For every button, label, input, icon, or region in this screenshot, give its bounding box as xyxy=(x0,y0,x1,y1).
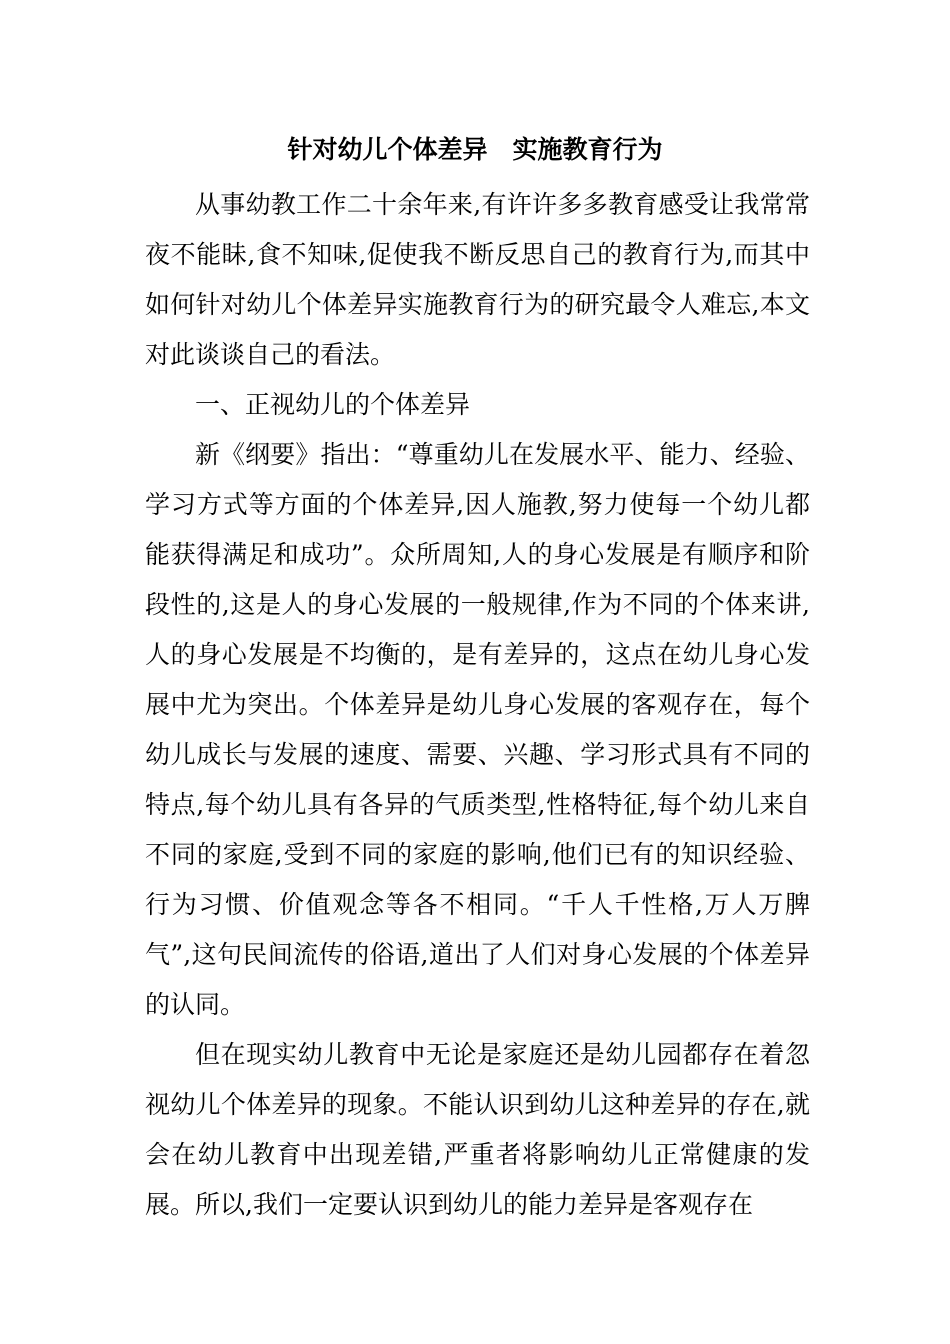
paragraph-reality: 但在现实幼儿教育中无论是家庭还是幼儿园都存在着忽视幼儿个体差异的现象。不能认识到幼儿这种差异的存在,就会在幼儿教育中出现差错,严重者将影响幼儿正常健康的发展。所以,我们一定要认识到幼儿的能力差异是客观存在 xyxy=(145,1040,810,1219)
document-body xyxy=(145,180,810,1230)
document-title: 针对幼儿个体差异 实施教育行为 xyxy=(287,135,663,164)
paragraph-intro: 从事幼教工作二十余年来,有许许多多教育感受让我常常夜不能眛,食不知味,促使我不断反思自己的教育行为,而其中如何针对幼儿个体差异实施教育行为的研究最令人难忘,本文对此谈谈自己的看法。 xyxy=(145,190,810,369)
paragraph-guideline: 新《纲要》指出：“尊重幼儿在发展水平、能力、经验、学习方式等方面的个体差异,因人施教,努力使每一个幼儿都能获得满足和成功”。众所周知,人的身心发展是有顺序和阶段性的,这是人的身心发展的一般规律,作为不同的个体来讲,人的身心发展是不均衡的，是有差异的，这点在幼儿身心发展中尤为突出。个体差异是幼儿身心发展的客观存在，每个幼儿成长与发展的速度、需要、兴趣、学习形式具有不同的特点,每个幼儿具有各异的气质类型,性格特征,每个幼儿来自不同的家庭,受到不同的家庭的影响,他们已有的知识经验、行为习惯、价值观念等各不相同。“千人千性格,万人万脾气”,这句民间流传的俗语,道出了人们对身心发展的个体差异的认同。 xyxy=(145,440,810,1019)
section-heading-1: 一、正视幼儿的个体差异 xyxy=(195,390,471,419)
